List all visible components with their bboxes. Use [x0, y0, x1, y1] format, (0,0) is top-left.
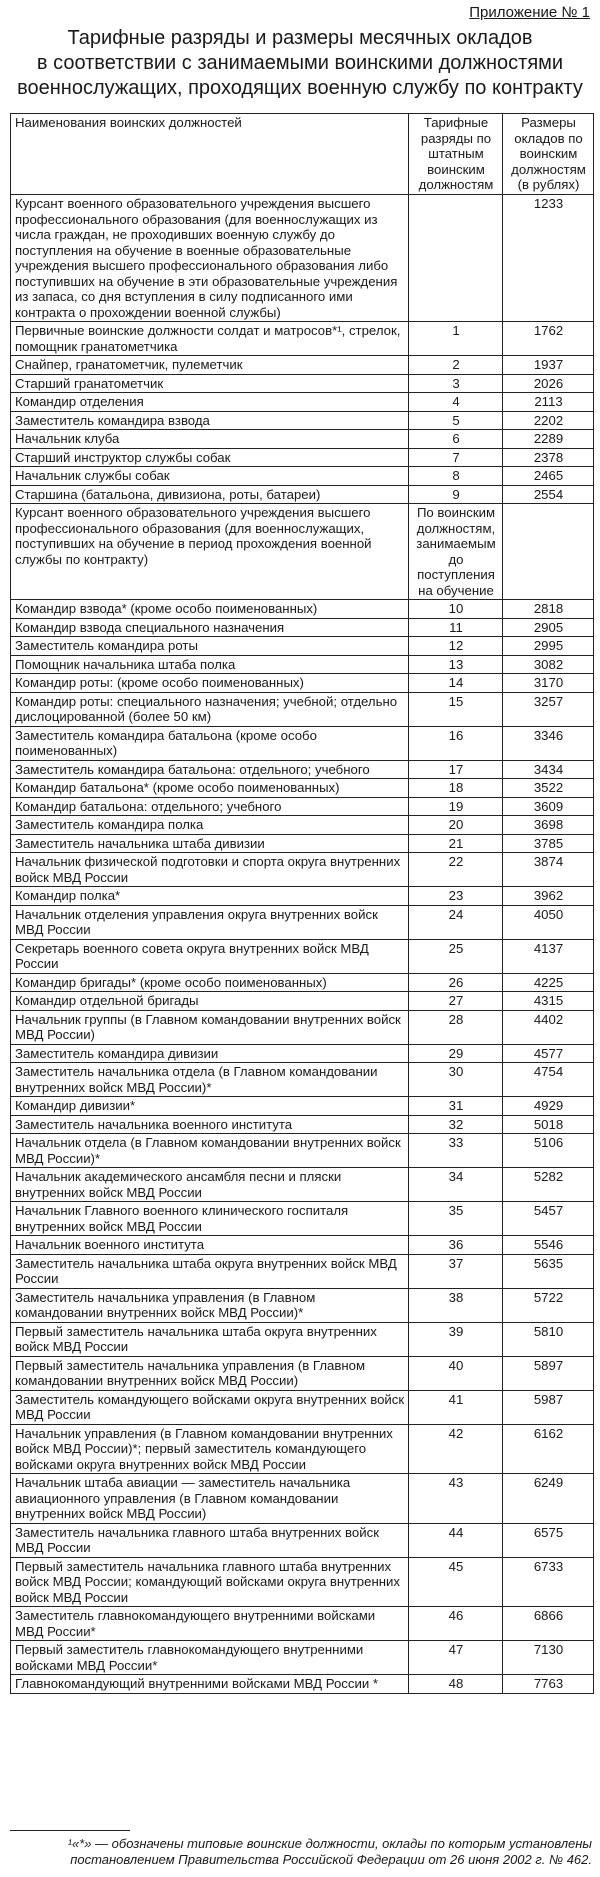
position-name-cell: Командир отделения: [11, 393, 409, 412]
table-row: [11, 504, 594, 600]
table-row: [11, 1010, 594, 1044]
salary-cell: 6866: [503, 1607, 594, 1641]
salary-cell: 2113: [503, 393, 594, 412]
position-name-cell: Начальник штаба авиации — заместитель начальника авиационного управления (в Главном командовании внутренних войск МВД России): [11, 1474, 409, 1524]
tariff-grade-cell: 1: [409, 322, 503, 356]
tariff-grade-cell: 13: [409, 655, 503, 674]
position-name-cell: Заместитель командира дивизии: [11, 1044, 409, 1063]
salary-cell: 2026: [503, 374, 594, 393]
position-name-cell: Первый заместитель главнокомандующего внутренними войсками МВД России*: [11, 1641, 409, 1675]
salary-cell: 3522: [503, 779, 594, 798]
table-row: [11, 195, 594, 322]
tariff-grade-cell: 10: [409, 600, 503, 619]
table-row: [11, 1675, 594, 1694]
tariff-grade-cell: 44: [409, 1523, 503, 1557]
table-row: [11, 674, 594, 693]
table-row: [11, 322, 594, 356]
table-header-row: [11, 114, 594, 195]
salary-cell: 5635: [503, 1254, 594, 1288]
tariff-grade-cell: 22: [409, 853, 503, 887]
position-name-cell: Командир дивизии*: [11, 1097, 409, 1116]
position-name-cell: Командир взвода* (кроме особо поименованных): [11, 600, 409, 619]
table-row: [11, 905, 594, 939]
position-name-cell: Командир роты: специального назначения; учебной; отдельно дислоцированной (более 50 км): [11, 692, 409, 726]
salary-cell: 6575: [503, 1523, 594, 1557]
salary-cell: 5987: [503, 1390, 594, 1424]
table-row: [11, 797, 594, 816]
tariff-grade-cell: 40: [409, 1356, 503, 1390]
tariff-grade-cell: 3: [409, 374, 503, 393]
position-name-cell: Старшина (батальона, дивизиона, роты, батареи): [11, 485, 409, 504]
position-name-cell: Командир роты: (кроме особо поименованных): [11, 674, 409, 693]
document-title: [0, 26, 600, 101]
tariff-grade-cell: 32: [409, 1115, 503, 1134]
tariff-grade-cell: 43: [409, 1474, 503, 1524]
salary-cell: 1762: [503, 322, 594, 356]
position-name-cell: Главнокомандующий внутренними войсками МВД России *: [11, 1675, 409, 1694]
position-name-cell: Начальник отдела (в Главном командовании внутренних войск МВД России)*: [11, 1134, 409, 1168]
tariff-grade-cell: 28: [409, 1010, 503, 1044]
table-row: [11, 1115, 594, 1134]
salary-cell: 4929: [503, 1097, 594, 1116]
table-row: [11, 393, 594, 412]
salary-cell: 4402: [503, 1010, 594, 1044]
table-row: [11, 1168, 594, 1202]
table-row: [11, 1044, 594, 1063]
position-name-cell: Начальник клуба: [11, 430, 409, 449]
salary-cell: 5282: [503, 1168, 594, 1202]
position-name-cell: Первый заместитель начальника управления (в Главном командовании внутренних войск МВД России): [11, 1356, 409, 1390]
salary-cell: 3170: [503, 674, 594, 693]
salary-cell: 5457: [503, 1202, 594, 1236]
salary-cell: 5018: [503, 1115, 594, 1134]
table-row: [11, 887, 594, 906]
tariff-grade-cell: 29: [409, 1044, 503, 1063]
tariff-grade-cell: 21: [409, 834, 503, 853]
salary-cell: 7130: [503, 1641, 594, 1675]
salary-cell: 3346: [503, 726, 594, 760]
table-row: [11, 1322, 594, 1356]
tariff-grade-cell: 7: [409, 448, 503, 467]
salary-cell: 4050: [503, 905, 594, 939]
tariff-grade-cell: 30: [409, 1063, 503, 1097]
salary-cell: 5722: [503, 1288, 594, 1322]
salary-cell: 2202: [503, 411, 594, 430]
position-name-cell: Командир отдельной бригады: [11, 992, 409, 1011]
position-name-cell: Старший инструктор службы собак: [11, 448, 409, 467]
table-row: [11, 1134, 594, 1168]
tariff-grade-cell: 48: [409, 1675, 503, 1694]
table-row: [11, 853, 594, 887]
table-row: [11, 655, 594, 674]
position-name-cell: Заместитель начальника штаба дивизии: [11, 834, 409, 853]
position-name-cell: Заместитель командира полка: [11, 816, 409, 835]
salary-cell: 3434: [503, 760, 594, 779]
title-line: Тарифные разряды и размеры месячных окладов: [67, 27, 533, 49]
position-name-cell: Заместитель командира батальона (кроме особо поименованных): [11, 726, 409, 760]
table-row: [11, 1607, 594, 1641]
salary-cell: 3257: [503, 692, 594, 726]
tariff-grade-cell: 16: [409, 726, 503, 760]
table-row: [11, 448, 594, 467]
tariff-grade-cell: 41: [409, 1390, 503, 1424]
table-row: [11, 1557, 594, 1607]
tariff-grade-cell: 14: [409, 674, 503, 693]
position-name-cell: Курсант военного образовательного учреждения высшего профессионального образования (для военнослужащих, поступивших на обучение в период прохождения военной службы по контракту): [11, 504, 409, 600]
tariff-grade-cell: 15: [409, 692, 503, 726]
position-name-cell: Заместитель командира роты: [11, 637, 409, 656]
tariff-grade-cell: 4: [409, 393, 503, 412]
position-name-cell: Командир взвода специального назначения: [11, 618, 409, 637]
salary-cell: 2378: [503, 448, 594, 467]
table-row: [11, 1641, 594, 1675]
tariff-grade-cell: 27: [409, 992, 503, 1011]
table-row: [11, 467, 594, 486]
table-row: [11, 1474, 594, 1524]
table-row: [11, 411, 594, 430]
position-name-cell: Заместитель начальника отдела (в Главном командовании внутренних войск МВД России)*: [11, 1063, 409, 1097]
salary-cell: 5106: [503, 1134, 594, 1168]
title-line: военнослужащих, проходящих военную службу по контракту: [17, 77, 583, 99]
position-name-cell: Заместитель командующего войсками округа внутренних войск МВД России: [11, 1390, 409, 1424]
salary-cell: 5897: [503, 1356, 594, 1390]
table-row: [11, 992, 594, 1011]
header-salary: Размеры окладов по воинским должностям (в рублях): [503, 114, 594, 195]
tariff-grade-cell: 18: [409, 779, 503, 798]
tariff-grade-cell: [409, 195, 503, 322]
table-row: [11, 485, 594, 504]
tariff-grade-cell: 38: [409, 1288, 503, 1322]
tariff-grade-cell: 11: [409, 618, 503, 637]
position-name-cell: Начальник академического ансамбля песни и пляски внутренних войск МВД России: [11, 1168, 409, 1202]
position-name-cell: Первый заместитель начальника главного штаба внутренних войск МВД России; командующий войсками округа внутренних войск МВД России: [11, 1557, 409, 1607]
salary-cell: 1937: [503, 356, 594, 375]
salary-cell: 4315: [503, 992, 594, 1011]
salary-cell: 6162: [503, 1424, 594, 1474]
salary-cell: 2465: [503, 467, 594, 486]
salary-cell: 5810: [503, 1322, 594, 1356]
table-row: [11, 1097, 594, 1116]
tariff-grade-cell: 9: [409, 485, 503, 504]
tariff-grade-cell: 20: [409, 816, 503, 835]
salary-cell: 2289: [503, 430, 594, 449]
footnote-divider: [10, 1830, 130, 1831]
salary-cell: 4137: [503, 939, 594, 973]
salary-cell: 1233: [503, 195, 594, 322]
position-name-cell: Командир батальона: отдельного; учебного: [11, 797, 409, 816]
table-row: [11, 356, 594, 375]
tariff-grade-cell: 46: [409, 1607, 503, 1641]
table-row: [11, 1063, 594, 1097]
tariff-grade-cell: 31: [409, 1097, 503, 1116]
position-name-cell: Заместитель командира батальона: отдельного; учебного: [11, 760, 409, 779]
tariff-grade-cell: 5: [409, 411, 503, 430]
table-row: [11, 760, 594, 779]
table-row: [11, 618, 594, 637]
position-name-cell: Заместитель командира взвода: [11, 411, 409, 430]
position-name-cell: Начальник физической подготовки и спорта округа внутренних войск МВД России: [11, 853, 409, 887]
title-line: в соответствии с занимаемыми воинскими должностями: [36, 52, 564, 74]
salary-cell: 6733: [503, 1557, 594, 1607]
tariff-grade-cell: 2: [409, 356, 503, 375]
table-body: [11, 195, 594, 1694]
table-row: [11, 1254, 594, 1288]
salary-cell: 3082: [503, 655, 594, 674]
salary-cell: 2995: [503, 637, 594, 656]
position-name-cell: Командир батальона* (кроме особо поименованных): [11, 779, 409, 798]
tariff-grade-cell: 42: [409, 1424, 503, 1474]
position-name-cell: Помощник начальника штаба полка: [11, 655, 409, 674]
tariff-grade-cell: 25: [409, 939, 503, 973]
tariff-grade-cell: 34: [409, 1168, 503, 1202]
table-row: [11, 374, 594, 393]
tariff-grade-cell: 8: [409, 467, 503, 486]
table-row: [11, 430, 594, 449]
salary-cell: [503, 504, 594, 600]
position-name-cell: Заместитель начальника управления (в Главном командовании внутренних войск МВД России)*: [11, 1288, 409, 1322]
table-row: [11, 637, 594, 656]
table-row: [11, 1236, 594, 1255]
tariff-grade-cell: 35: [409, 1202, 503, 1236]
salary-cell: 3698: [503, 816, 594, 835]
table-row: [11, 692, 594, 726]
tariff-grade-cell: 37: [409, 1254, 503, 1288]
salary-cell: 4754: [503, 1063, 594, 1097]
salary-cell: 7763: [503, 1675, 594, 1694]
tariff-grade-cell: 45: [409, 1557, 503, 1607]
position-name-cell: Снайпер, гранатометчик, пулеметчик: [11, 356, 409, 375]
salary-cell: 2554: [503, 485, 594, 504]
footnote: ¹«*» — обозначены типовые воинские должности, оклады по которым установлены постановлением Правительства Российской Федерации от 26 июня 2002 г. № 462.: [67, 1836, 592, 1867]
salary-cell: 3962: [503, 887, 594, 906]
table-row: [11, 939, 594, 973]
table-row: [11, 1390, 594, 1424]
position-name-cell: Командир полка*: [11, 887, 409, 906]
salary-cell: 2818: [503, 600, 594, 619]
position-name-cell: Начальник отделения управления округа внутренних войск МВД России: [11, 905, 409, 939]
position-name-cell: Заместитель начальника главного штаба внутренних войск МВД России: [11, 1523, 409, 1557]
position-name-cell: Старший гранатометчик: [11, 374, 409, 393]
table-row: [11, 1523, 594, 1557]
position-name-cell: Начальник Главного военного клинического госпиталя внутренних войск МВД России: [11, 1202, 409, 1236]
salary-cell: 3609: [503, 797, 594, 816]
tariff-grade-cell: 17: [409, 760, 503, 779]
tariff-grade-cell: 26: [409, 973, 503, 992]
position-name-cell: Начальник военного института: [11, 1236, 409, 1255]
salary-cell: 3785: [503, 834, 594, 853]
header-tariff-grade: Тарифные разряды по штатным воинским должностям: [409, 114, 503, 195]
salary-cell: 3874: [503, 853, 594, 887]
tariff-grade-cell: 47: [409, 1641, 503, 1675]
tariff-grade-cell: 6: [409, 430, 503, 449]
tariff-grade-cell: 39: [409, 1322, 503, 1356]
salary-cell: 5546: [503, 1236, 594, 1255]
position-name-cell: Первый заместитель начальника штаба округа внутренних войск МВД России: [11, 1322, 409, 1356]
header-position-name: Наименования воинских должностей: [11, 114, 409, 195]
salary-cell: 2905: [503, 618, 594, 637]
position-name-cell: Секретарь военного совета округа внутренних войск МВД России: [11, 939, 409, 973]
table-row: [11, 1288, 594, 1322]
table-row: [11, 726, 594, 760]
tariff-grade-cell: 33: [409, 1134, 503, 1168]
tariff-table: [10, 113, 594, 1694]
tariff-grade-cell: 24: [409, 905, 503, 939]
table-row: [11, 834, 594, 853]
position-name-cell: Заместитель начальника штаба округа внутренних войск МВД России: [11, 1254, 409, 1288]
salary-cell: 4225: [503, 973, 594, 992]
table-row: [11, 779, 594, 798]
position-name-cell: Командир бригады* (кроме особо поименованных): [11, 973, 409, 992]
table-row: [11, 1424, 594, 1474]
position-name-cell: Начальник службы собак: [11, 467, 409, 486]
table-row: [11, 1356, 594, 1390]
tariff-grade-cell: 23: [409, 887, 503, 906]
table-row: [11, 816, 594, 835]
tariff-grade-cell: 19: [409, 797, 503, 816]
tariff-grade-cell: 12: [409, 637, 503, 656]
salary-cell: 4577: [503, 1044, 594, 1063]
salary-cell: 6249: [503, 1474, 594, 1524]
position-name-cell: Заместитель главнокомандующего внутренними войсками МВД России*: [11, 1607, 409, 1641]
table-row: [11, 973, 594, 992]
position-name-cell: Курсант военного образовательного учреждения высшего профессионального образования (для военнослужащих из числа граждан, не проходивших военную службу до поступления на обучение в военные образовательные учреждения высшего профессионального образования либо поступивших на обучение в эти образовательные учреждения из запаса, со дня вступления в силу подписанного ими контракта о прохождении военной службы): [11, 195, 409, 322]
position-name-cell: Начальник управления (в Главном командовании внутренних войск МВД России)*; первый заместитель командующего войсками округа внутренних войск МВД России: [11, 1424, 409, 1474]
table-row: [11, 600, 594, 619]
position-name-cell: Заместитель начальника военного института: [11, 1115, 409, 1134]
position-name-cell: Первичные воинские должности солдат и матросов*¹, стрелок, помощник гранатометчика: [11, 322, 409, 356]
table-row: [11, 1202, 594, 1236]
tariff-grade-cell: По воинским должностям, занимаемым до поступления на обучение: [409, 504, 503, 600]
tariff-grade-cell: 36: [409, 1236, 503, 1255]
position-name-cell: Начальник группы (в Главном командовании внутренних войск МВД России): [11, 1010, 409, 1044]
appendix-label: Приложение № 1: [469, 4, 590, 21]
